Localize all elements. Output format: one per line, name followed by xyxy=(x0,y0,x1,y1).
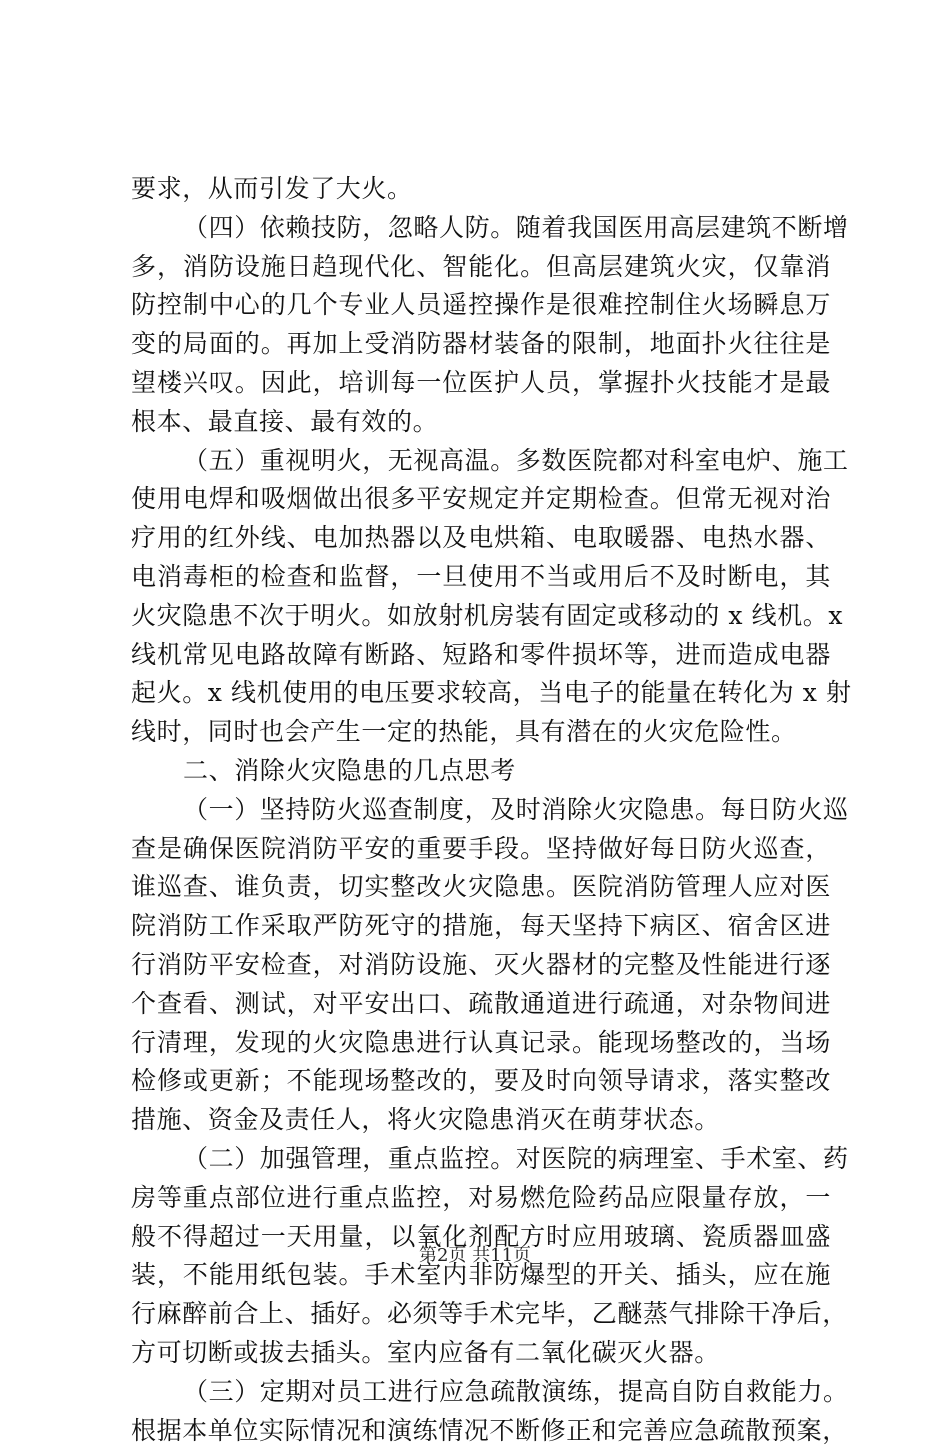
text-line: （三）定期对员工进行应急疏散演练，提高自防自救能力。 xyxy=(131,1373,831,1412)
text-line: 行消防平安检查，对消防设施、灭火器材的完整及性能进行逐 xyxy=(131,946,831,985)
text-line: 行麻醉前合上、插好。必须等手术完毕，乙醚蒸气排除干净后， xyxy=(131,1295,831,1334)
text-line: （五）重视明火，无视高温。多数医院都对科室电炉、施工 xyxy=(131,442,831,481)
text-line: 装，不能用纸包装。手术室内非防爆型的开关、插头，应在施 xyxy=(131,1256,831,1295)
text-line: 方可切断或拔去插头。室内应备有二氧化碳灭火器。 xyxy=(131,1334,831,1373)
text-line: 多，消防设施日趋现代化、智能化。但高层建筑火灾，仅靠消 xyxy=(131,248,831,287)
text-line: 二、消除火灾隐患的几点思考 xyxy=(131,752,831,791)
text-line: 根据本单位实际情况和演练情况不断修正和完善应急疏散预案， xyxy=(131,1412,831,1450)
text-line: 房等重点部位进行重点监控，对易燃危险药品应限量存放，一 xyxy=(131,1179,831,1218)
text-line: 望楼兴叹。因此，培训每一位医护人员，掌握扑火技能才是最 xyxy=(131,364,831,403)
text-line: 疗用的红外线、电加热器以及电烘箱、电取暖器、电热水器、 xyxy=(131,519,831,558)
text-line: 线机常见电路故障有断路、短路和零件损坏等，进而造成电器 xyxy=(131,636,831,675)
text-line: 使用电焊和吸烟做出很多平安规定并定期检查。但常无视对治 xyxy=(131,480,831,519)
text-line: 变的局面的。再加上受消防器材装备的限制，地面扑火往往是 xyxy=(131,325,831,364)
text-line: 谁巡查、谁负责，切实整改火灾隐患。医院消防管理人应对医 xyxy=(131,868,831,907)
text-line: 火灾隐患不次于明火。如放射机房装有固定或移动的 x 线机。x xyxy=(131,597,831,636)
text-line: 行清理，发现的火灾隐患进行认真记录。能现场整改的，当场 xyxy=(131,1024,831,1063)
text-line: 院消防工作采取严防死守的措施，每天坚持下病区、宿舍区进 xyxy=(131,907,831,946)
page-footer: 第2页 共11页 xyxy=(0,1241,950,1267)
text-line: 根本、最直接、最有效的。 xyxy=(131,403,831,442)
text-line: 起火。x 线机使用的电压要求较高，当电子的能量在转化为 x 射 xyxy=(131,674,831,713)
text-line: 线时，同时也会产生一定的热能，具有潜在的火灾危险性。 xyxy=(131,713,831,752)
text-line: 检修或更新；不能现场整改的，要及时向领导请求，落实整改 xyxy=(131,1062,831,1101)
text-line: 措施、资金及责任人，将火灾隐患消灭在萌芽状态。 xyxy=(131,1101,831,1140)
text-line: 个查看、测试，对平安出口、疏散通道进行疏通，对杂物间进 xyxy=(131,985,831,1024)
text-line: 要求，从而引发了大火。 xyxy=(131,170,831,209)
text-line: 般不得超过一天用量，以氧化剂配方时应用玻璃、瓷质器皿盛 xyxy=(131,1218,831,1257)
text-line: （二）加强管理，重点监控。对医院的病理室、手术室、药 xyxy=(131,1140,831,1179)
text-line: （一）坚持防火巡查制度，及时消除火灾隐患。每日防火巡 xyxy=(131,791,831,830)
text-line: 电消毒柜的检查和监督，一旦使用不当或用后不及时断电，其 xyxy=(131,558,831,597)
text-line: 查是确保医院消防平安的重要手段。坚持做好每日防火巡查， xyxy=(131,830,831,869)
text-line: （四）依赖技防，忽略人防。随着我国医用高层建筑不断增 xyxy=(131,209,831,248)
text-line: 防控制中心的几个专业人员遥控操作是很难控制住火场瞬息万 xyxy=(131,286,831,325)
